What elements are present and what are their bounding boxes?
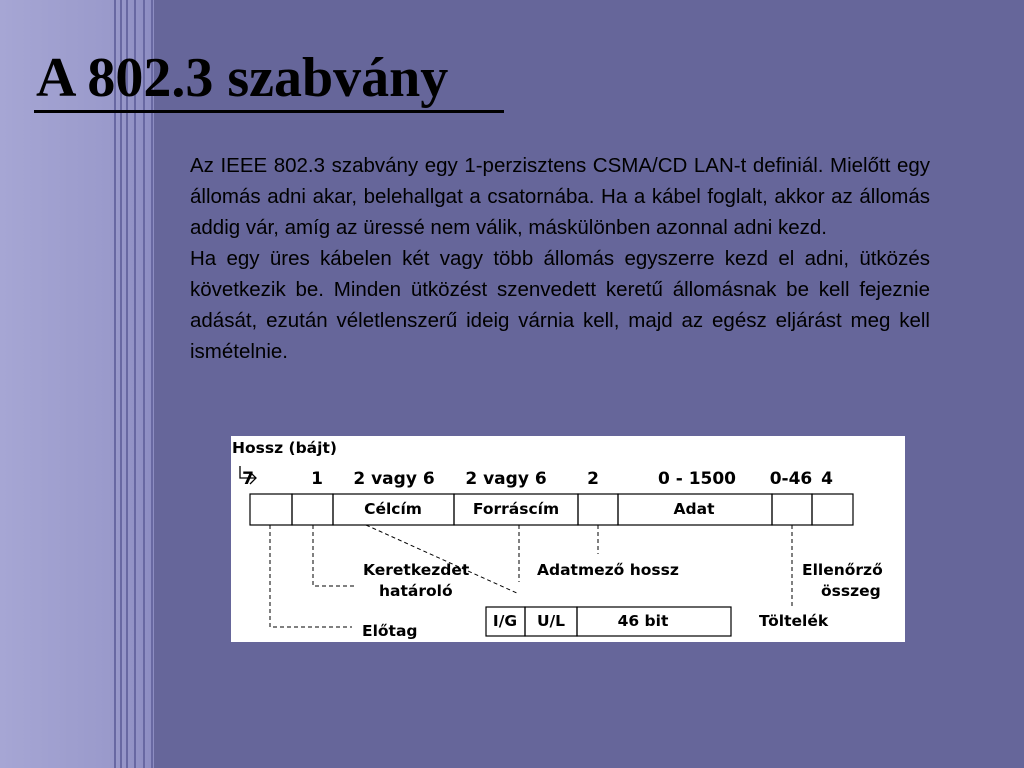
- frame-field-label: Forráscím: [472, 500, 560, 518]
- length-label: 2 vagy 6: [465, 469, 547, 489]
- label-checksum: összeg: [821, 582, 881, 600]
- frame-field-checksum: [812, 494, 853, 525]
- length-label: 2: [587, 469, 599, 489]
- length-label: 7: [242, 469, 254, 489]
- label-checksum: Ellenőrző: [802, 561, 883, 579]
- decorative-stripe: [151, 0, 153, 768]
- slide-body: [190, 150, 930, 367]
- frame-field-padding: [772, 494, 812, 525]
- title-underline: [34, 110, 504, 113]
- decorative-left-band: [0, 0, 154, 768]
- length-label: 0 - 1500: [657, 469, 737, 489]
- subfield-label: 46 bit: [617, 612, 669, 630]
- frame-field-label: Adat: [673, 500, 715, 518]
- label-padding: Töltelék: [759, 612, 829, 630]
- frame-field-length: [578, 494, 618, 525]
- subfield-label: U/L: [536, 612, 566, 630]
- label-preamble: Előtag: [362, 622, 418, 640]
- frame-format-diagram: [231, 436, 905, 642]
- decorative-stripe: [134, 0, 136, 768]
- length-label: 1: [311, 469, 323, 489]
- connector-sof: [313, 525, 355, 586]
- decorative-stripe: [143, 0, 145, 768]
- frame-field-sof: [292, 494, 333, 525]
- frame-field-label: Célcím: [364, 500, 422, 518]
- label-length-field: Adatmező hossz: [537, 561, 679, 579]
- frame-field-preamble: [250, 494, 292, 525]
- decorative-stripe: [126, 0, 128, 768]
- label-sof: Keretkezdet: [363, 561, 470, 579]
- frame-diagram-svg: [231, 436, 905, 642]
- length-label: 4: [821, 469, 833, 489]
- decorative-stripe: [120, 0, 122, 768]
- length-label: 2 vagy 6: [353, 469, 435, 489]
- decorative-stripe: [114, 0, 116, 768]
- body-paragraph: Ha egy üres kábelen két vagy több állomás egyszerre kezd el adni, ütközés következik be. Minden ütközést szenvedett keretű állomásnak be kell fejeznie adását, ezután véletlenszerű ideig várnia kell, majd az egész eljárást meg kell ismételnie.: [190, 247, 930, 363]
- length-label: 0-46: [769, 469, 813, 489]
- label-sof: határoló: [379, 582, 453, 600]
- subfield-label: I/G: [492, 612, 518, 630]
- connector-preamble: [270, 525, 352, 627]
- body-paragraph: Az IEEE 802.3 szabvány egy 1-perzisztens CSMA/CD LAN-t definiál. Mielőtt egy állomás adni akar, belehallgat a csatornába. Ha a kábel foglalt, akkor az állomás addig vár, amíg az üressé nem válik, máskülönben azonnal adni kezd.: [190, 154, 930, 239]
- diagram-header: Hossz (bájt): [232, 439, 337, 457]
- slide-title: A 802.3 szabvány: [36, 47, 449, 109]
